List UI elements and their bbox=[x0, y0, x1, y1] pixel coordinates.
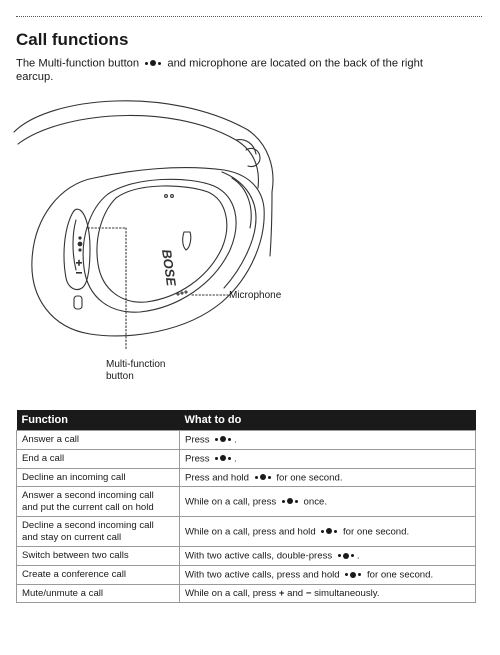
minus-icon: − bbox=[305, 587, 312, 599]
intro-text-before: The Multi-function button bbox=[16, 57, 140, 70]
multi-function-button-icon bbox=[281, 496, 299, 508]
multi-function-button-icon bbox=[254, 472, 272, 484]
multi-function-button-icon bbox=[320, 526, 338, 538]
header-what-to-do: What to do bbox=[180, 410, 476, 431]
headphones-illustration bbox=[10, 88, 310, 363]
action-cell: With two active calls, press and hold for one second. bbox=[180, 566, 476, 585]
function-cell: End a call bbox=[17, 449, 180, 468]
header-function: Function bbox=[17, 410, 180, 431]
table-row bbox=[17, 468, 476, 487]
multi-function-button-icon bbox=[214, 434, 232, 446]
call-functions-table bbox=[16, 410, 476, 603]
table-row bbox=[17, 547, 476, 566]
multi-function-button-icon bbox=[344, 569, 362, 581]
function-cell: Decline an incoming call bbox=[17, 468, 180, 487]
function-cell: Decline a second incoming call and stay on current call bbox=[17, 517, 180, 547]
microphone-label: Microphone bbox=[229, 290, 282, 301]
function-cell: Answer a second incoming call and put the current call on hold bbox=[17, 487, 180, 517]
action-cell: With two active calls, double-press . bbox=[180, 547, 476, 566]
table-row bbox=[17, 566, 476, 585]
multi-function-button-icon bbox=[337, 550, 355, 562]
top-dotted-rule bbox=[16, 16, 482, 17]
table-row bbox=[17, 487, 476, 517]
action-cell: Press . bbox=[180, 431, 476, 450]
action-cell: Press . bbox=[180, 449, 476, 468]
function-cell: Create a conference call bbox=[17, 566, 180, 585]
plus-icon: + bbox=[278, 587, 285, 599]
table-row bbox=[17, 431, 476, 450]
intro-paragraph bbox=[16, 57, 456, 85]
function-cell: Answer a call bbox=[17, 431, 180, 450]
bose-logo: BOSE bbox=[159, 248, 180, 287]
multi-function-button-label: Multi-function button bbox=[106, 359, 166, 382]
action-cell: While on a call, press + and − simultaneously. bbox=[180, 584, 476, 603]
action-cell: While on a call, press once. bbox=[180, 487, 476, 517]
table-header-row bbox=[17, 410, 476, 431]
intro-text-after: and microphone are located on the back of the right earcup. bbox=[16, 57, 423, 84]
multi-function-button-icon bbox=[144, 57, 162, 71]
function-cell: Mute/unmute a call bbox=[17, 584, 180, 603]
multi-function-button-icon bbox=[214, 453, 232, 465]
table-row bbox=[17, 517, 476, 547]
page-title: Call functions bbox=[16, 30, 129, 49]
table-row bbox=[17, 584, 476, 603]
table-row bbox=[17, 449, 476, 468]
action-cell: Press and hold for one second. bbox=[180, 468, 476, 487]
function-cell: Switch between two calls bbox=[17, 547, 180, 566]
action-cell: While on a call, press and hold for one second. bbox=[180, 517, 476, 547]
